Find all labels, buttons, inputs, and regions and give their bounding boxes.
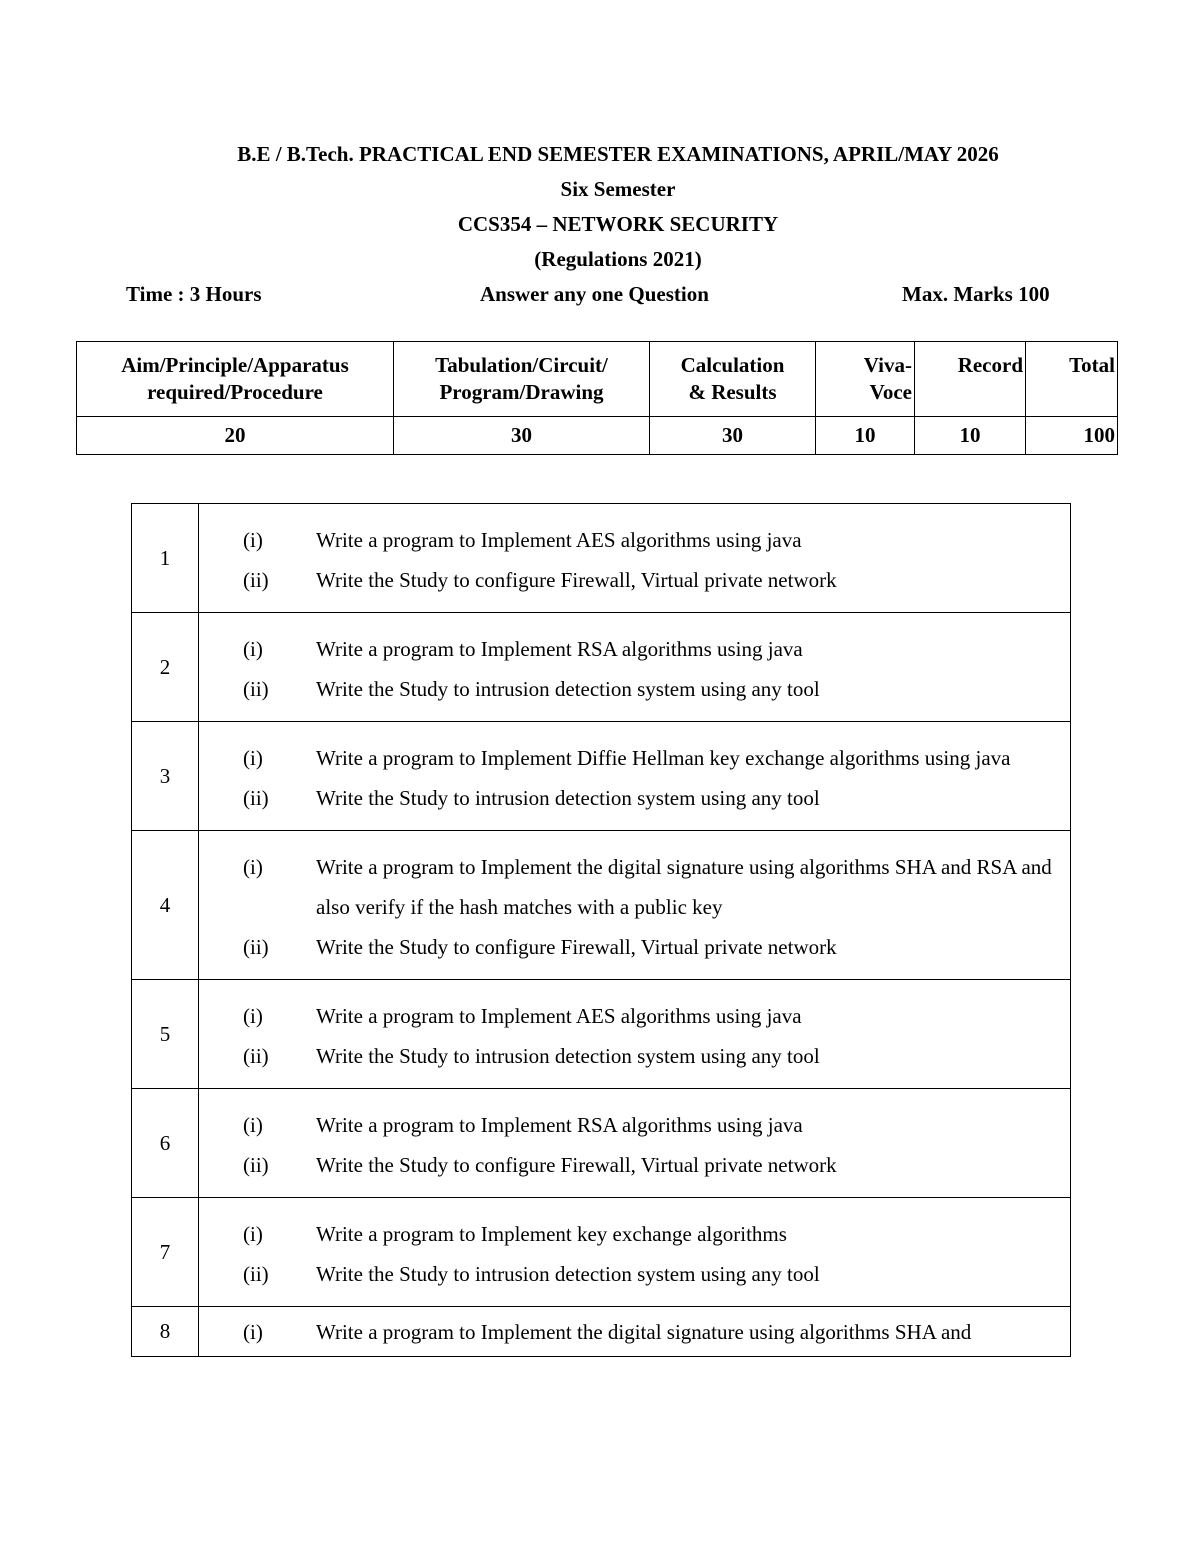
part-text: Write the Study to configure Firewall, Virtual private network — [316, 1153, 837, 1177]
part-label: (ii) — [243, 1153, 269, 1177]
question-number: 2 — [132, 613, 199, 722]
part-label: (i) — [243, 1004, 263, 1028]
question-row — [132, 831, 1071, 980]
question-part — [199, 1312, 1070, 1352]
part-label: (ii) — [243, 1262, 269, 1286]
part-text: Write a program to Implement AES algorithms using java — [316, 528, 802, 552]
question-part — [199, 1254, 1070, 1294]
part-text: Write a program to Implement RSA algorithms using java — [316, 1113, 803, 1137]
question-part — [199, 847, 1070, 927]
part-label: (ii) — [243, 568, 269, 592]
question-part — [199, 778, 1070, 818]
question-row — [132, 722, 1071, 831]
question-part — [199, 927, 1070, 967]
question-table — [131, 503, 1071, 1357]
part-text: Write the Study to intrusion detection system using any tool — [316, 786, 820, 810]
part-label: (ii) — [243, 935, 269, 959]
marks-header-record: Record — [915, 342, 1026, 417]
marks-value-record: 10 — [915, 417, 1026, 455]
marks-header-tabulation: Tabulation/Circuit/ Program/Drawing — [394, 342, 650, 417]
part-label: (ii) — [243, 1044, 269, 1068]
part-text: Write the Study to intrusion detection system using any tool — [316, 1044, 820, 1068]
question-part — [199, 996, 1070, 1036]
part-text: Write the Study to intrusion detection system using any tool — [316, 677, 820, 701]
question-row — [132, 980, 1071, 1089]
part-label: (i) — [243, 1319, 263, 1344]
question-row — [132, 1089, 1071, 1198]
marks-value-viva: 10 — [816, 417, 915, 455]
part-label: (i) — [243, 1222, 263, 1246]
question-row — [132, 613, 1071, 722]
question-row — [132, 1307, 1071, 1357]
question-part — [199, 560, 1070, 600]
question-number: 3 — [132, 722, 199, 831]
semester-label: Six Semester — [560, 177, 676, 201]
marks-header-aim: Aim/Principle/Apparatus required/Procedure — [77, 342, 394, 417]
part-label: (ii) — [243, 786, 269, 810]
regulations-label: (Regulations 2021) — [534, 247, 702, 271]
question-part — [199, 1214, 1070, 1254]
question-body — [199, 613, 1071, 722]
question-part — [199, 738, 1070, 778]
instruction-label: Answer any one Question — [480, 282, 709, 306]
part-label: (i) — [243, 528, 263, 552]
question-row — [132, 1198, 1071, 1307]
marks-header-total: Total — [1026, 342, 1118, 417]
part-text: Write a program to Implement AES algorithms using java — [316, 1004, 802, 1028]
question-number: 8 — [132, 1307, 199, 1357]
question-part — [199, 669, 1070, 709]
part-label: (i) — [243, 746, 263, 770]
question-body — [199, 831, 1071, 980]
question-number: 1 — [132, 504, 199, 613]
part-text: Write the Study to intrusion detection system using any tool — [316, 1262, 820, 1286]
part-label: (i) — [243, 1113, 263, 1137]
question-part — [199, 1036, 1070, 1076]
marks-value-total: 100 — [1026, 417, 1118, 455]
question-body — [199, 980, 1071, 1089]
question-number: 4 — [132, 831, 199, 980]
part-text: Write a program to Implement RSA algorithms using java — [316, 637, 803, 661]
part-text: Write the Study to configure Firewall, Virtual private network — [316, 568, 837, 592]
question-body — [199, 1307, 1071, 1357]
question-body — [199, 1089, 1071, 1198]
question-part — [199, 520, 1070, 560]
question-number: 7 — [132, 1198, 199, 1307]
part-label: (i) — [243, 855, 263, 879]
part-label: (i) — [243, 637, 263, 661]
exam-title: B.E / B.Tech. PRACTICAL END SEMESTER EXAMINATIONS, APRIL/MAY 2026 — [237, 142, 999, 166]
part-text: Write a program to Implement the digital signature using algorithms SHA and — [316, 1319, 972, 1344]
course-title: CCS354 – NETWORK SECURITY — [457, 212, 779, 236]
max-marks-label: Max. Marks 100 — [902, 282, 1050, 306]
part-text: Write a program to Implement key exchange algorithms — [316, 1222, 787, 1246]
part-text: Write a program to Implement Diffie Hellman key exchange algorithms using java — [316, 746, 1011, 770]
marks-header-viva: Viva- Voce — [816, 342, 915, 417]
question-number: 5 — [132, 980, 199, 1089]
part-label: (ii) — [243, 677, 269, 701]
question-part — [199, 1145, 1070, 1185]
question-row — [132, 504, 1071, 613]
question-part — [199, 629, 1070, 669]
time-label: Time : 3 Hours — [126, 282, 262, 306]
marks-header-calculation: Calculation & Results — [650, 342, 816, 417]
marks-value-calculation: 30 — [650, 417, 816, 455]
marks-value-tabulation: 30 — [394, 417, 650, 455]
marks-value-aim: 20 — [77, 417, 394, 455]
question-part — [199, 1105, 1070, 1145]
part-text: Write a program to Implement the digital signature using algorithms SHA and RSA and also verify if the hash matches with a public key — [316, 855, 1052, 919]
question-body — [199, 504, 1071, 613]
marks-distribution-table — [76, 341, 1118, 455]
question-number: 6 — [132, 1089, 199, 1198]
part-text: Write the Study to configure Firewall, Virtual private network — [316, 935, 837, 959]
question-body — [199, 1198, 1071, 1307]
question-body — [199, 722, 1071, 831]
